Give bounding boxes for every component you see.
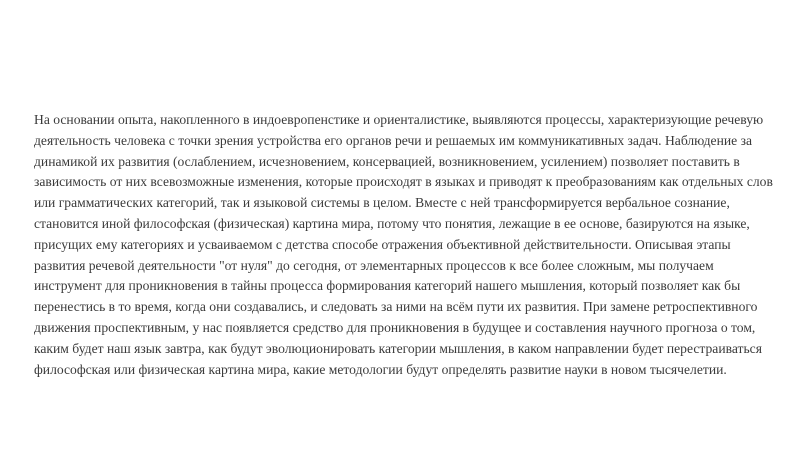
body-paragraph: На основании опыта, накопленного в индоевропенстике и ориенталистике, выявляются процессы, характеризующие речевую деятельность человека с точки зрения устройства его органов речи и решаемых им коммуникативных задач. Наблюдение за динамикой их развития (ослаблением, исчезновением, консервацией, возникновением, усилением) позволяет поставить в зависимость от них всевозможные изменения, которые происходят в языках и приводят к преобразованиям как отдельных слов или грамматических категорий, так и языковой системы в целом. Вместе с ней трансформируется вербальное сознание, становится иной философская (физическая) картина мира, потому что понятия, лежащие в ее основе, базируются на языке, присущих ему категориях и усваиваемом с детства способе отражения объективной действительности. Описывая этапы развития речевой деятельности "от нуля" до сегодня, от элементарных процессов к все более сложным, мы получаем инструмент для проникновения в тайны процесса формирования категорий нашего мышления, который позволяет как бы перенестись в то время, когда они создавались, и следовать за ними на всём пути их развития. При замене ретроспективного движения проспективным, у нас появляется средство для проникновения в будущее и составления научного прогноза о том, каким будет наш язык завтра, как будут эволюционировать категории мышления, в каком направлении будет перестраиваться философская или физическая картина мира, какие методологии будут определять развитие науки в новом тысячелетии. [34,112,773,377]
